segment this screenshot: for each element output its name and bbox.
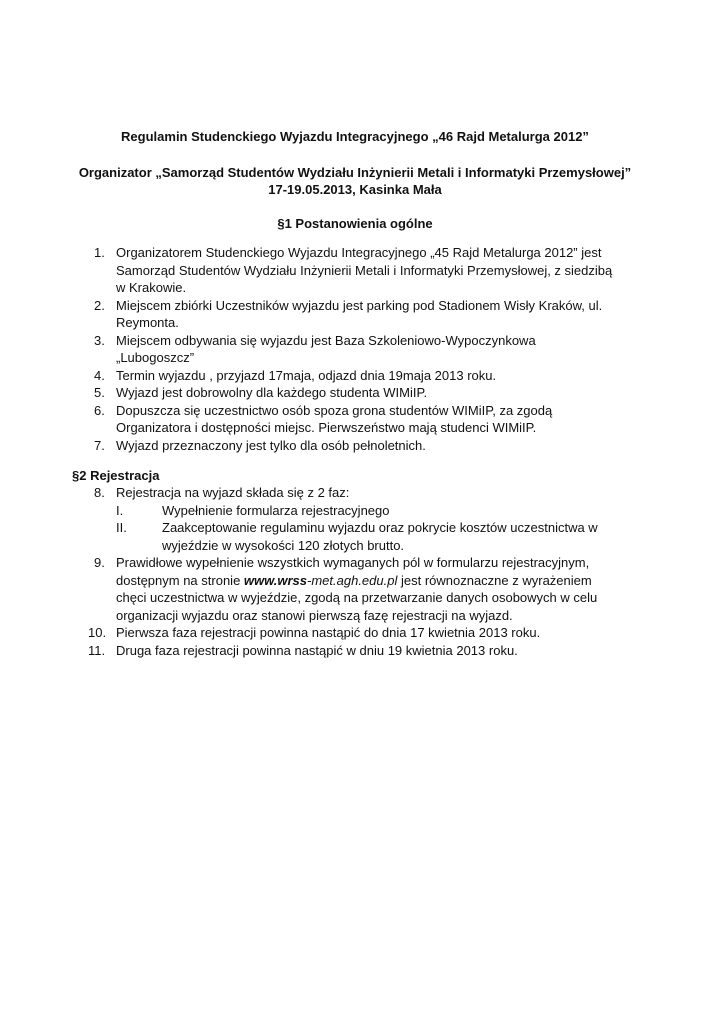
item-number: 10. <box>88 625 107 640</box>
item-number: 11. <box>88 642 106 658</box>
item-text: Miejscem odbywania się wyjazdu jest Baza Szkoleniowo-Wypoczynkowa „Lubogoszcz” <box>116 332 536 365</box>
item-text: Miejscem zbiórki Uczestników wyjazdu jest parking pod Stadionem Wisły Kraków, ul. Reymonta. <box>116 297 603 330</box>
organizer-line: Organizator „Samorząd Studentów Wydziału Inżynierii Metali i Informatyki Przemysłowej” <box>78 165 632 180</box>
item-number: 7. <box>94 437 105 453</box>
list-item <box>0 554 616 624</box>
list-item <box>0 367 616 385</box>
website-link-bold: www.wrss <box>243 572 308 588</box>
item-number: 1. <box>94 245 105 260</box>
section2-heading: §2 Rejestracja <box>72 468 160 483</box>
item-number: 5. <box>94 385 105 400</box>
sub-list-item <box>0 519 612 554</box>
list-item <box>0 624 616 642</box>
list-item <box>0 297 616 332</box>
sub-item-text: Wypełnienie formularza rejestracyjnego <box>162 502 390 518</box>
list-item <box>0 332 616 367</box>
item-text: Wyjazd przeznaczony jest tylko dla osób pełnoletnich. <box>116 437 426 453</box>
list-item <box>0 402 616 437</box>
item-text: Rejestracja na wyjazd składa się z 2 faz: <box>116 485 350 500</box>
sub-item-text: Zaakceptowanie regulaminu wyjazdu oraz pokrycie kosztów uczestnictwa w wyjeździe w wysokości 120 złotych brutto. <box>162 520 598 553</box>
document-title: Regulamin Studenckiego Wyjazdu Integracyjnego „46 Rajd Metalurga 2012” <box>121 129 589 144</box>
item-number: 9. <box>94 555 105 570</box>
item-number: 4. <box>94 367 105 383</box>
list-item <box>0 642 616 660</box>
item-text: Termin wyjazdu , przyjazd 17maja, odjazd dnia 19maja 2013 roku. <box>116 367 497 383</box>
item-number: 2. <box>94 297 105 313</box>
sub-item-number: I. <box>116 502 124 518</box>
list-item <box>0 484 616 502</box>
item-number: 8. <box>94 485 105 500</box>
list-item <box>0 437 616 455</box>
item-number: 3. <box>94 332 105 348</box>
sub-list-item <box>0 502 612 520</box>
item-text: Wyjazd jest dobrowolny dla każdego studenta WIMiIP. <box>116 385 428 400</box>
section1-heading: §1 Postanowienia ogólne <box>277 216 433 231</box>
item-text: Pierwsza faza rejestracji powinna nastąpić do dnia 17 kwietnia 2013 roku. <box>116 625 541 640</box>
website-link[interactable] <box>244 573 397 588</box>
item-text: Dopuszcza się uczestnictwo osób spoza grona studentów WIMiIP, za zgodą Organizatora i dostępności miejsc. Pierwszeństwo mają studenci WIMiIP. <box>116 402 553 435</box>
item-text-after: jest równoznaczne z wyrażeniem chęci uczestnictwa w wyjeździe, zgodą na przetwarzanie danych osobowych w celu organizacji wyjazdu oraz stanowi pierwszą fazę rejestracji na wyjazd. <box>116 572 598 623</box>
section2-list <box>0 484 703 659</box>
item-text: Organizatorem Studenckiego Wyjazdu Integracyjnego „45 Rajd Metalurga 2012” jest Samorząd Studentów Wydziału Inżynierii Metali i Informatyki Przemysłowej, z siedzibą w Krakowie. <box>116 245 613 295</box>
list-item <box>0 244 616 297</box>
sub-item-number: II. <box>116 520 127 535</box>
website-link-rest: -met.agh.edu.pl <box>307 572 398 588</box>
dates-location: 17-19.05.2013, Kasinka Mała <box>268 182 442 197</box>
item-text: Druga faza rejestracji powinna nastąpić w dniu 19 kwietnia 2013 roku. <box>116 642 518 658</box>
section1-list <box>0 244 703 454</box>
item-text-before: Prawidłowe wypełnienie wszystkich wymaganych pól w formularzu rejestracyjnym, dostępnym na stronie <box>116 555 590 588</box>
list-item <box>0 384 616 402</box>
item-number: 6. <box>94 402 105 418</box>
